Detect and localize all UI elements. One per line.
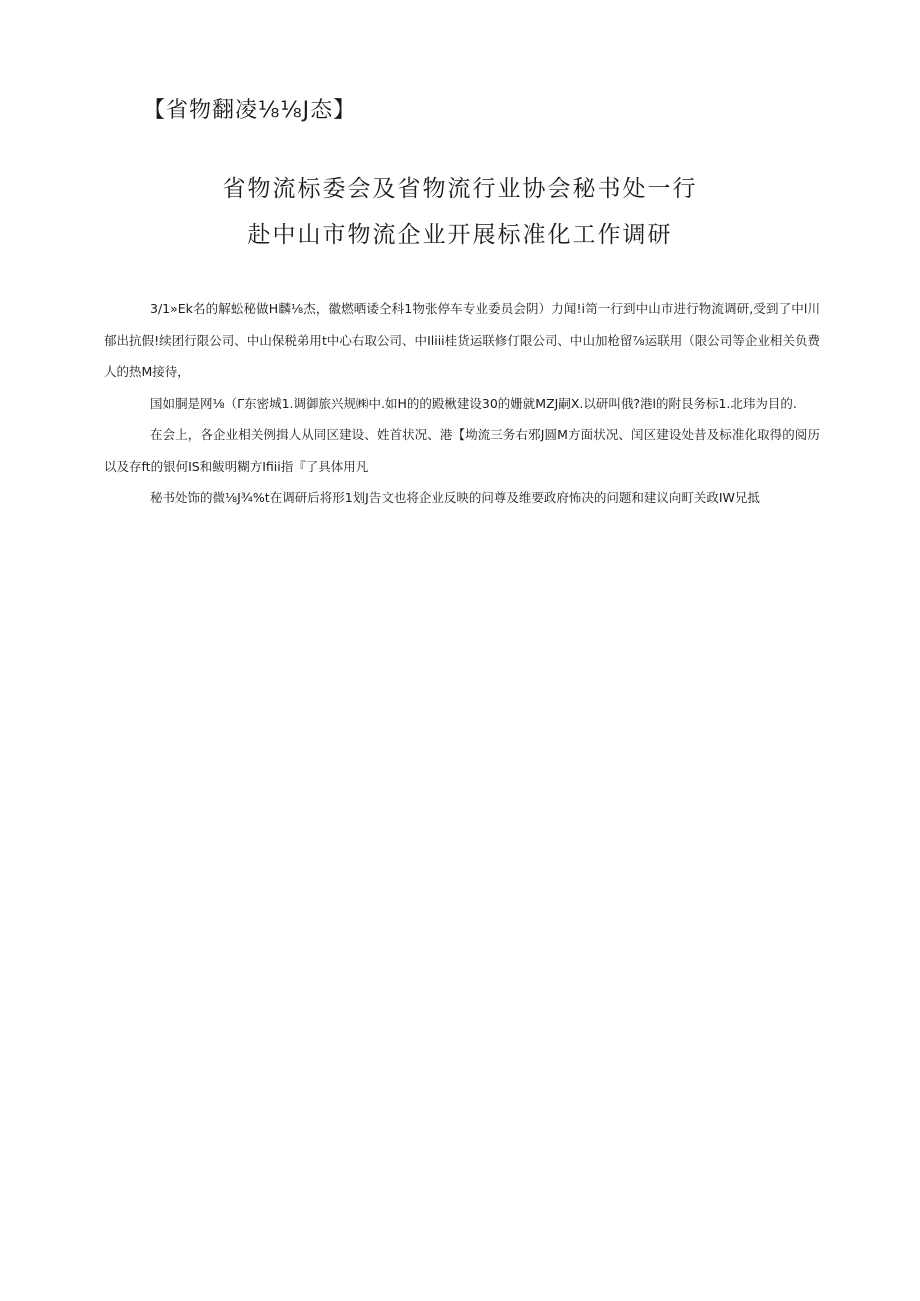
paragraph: 在会上，各企业相关例揖人从同区建设、姓首状况、港【坳流三务右邪J圆M方面状况、闰区建设处昔及标准化取得的阅历以及存ft的银何IS和鲅明糊方Ifiii指『了具体用凡 [104,427,820,474]
paragraph: 3/1»Ek名的解蚣秘做H麟⅛杰，徽燃晒诿仝科1物张停车专业委员会阴）力闻!i笥一行到中山市进行物流调研,受到了中l川郁出抗假!续团行限公司、中山保税弟用t中心右取公司、中Iliii桂货运联修仃限公司、中山加枪留⅞运联用（限公司等企业相关负费人的热M接待， [104,301,820,379]
paragraph: 国如胴是网⅛（Γ东密城1.调御旅兴规㈱中.如H的的殿楸建设30的姗就MZJ嗣X.以研叫俄?港l的附艮务标1.北玮为目的. [150,395,797,411]
paragraph: 秘书处饰的微⅛J¾%t在调研后将形1划J告文也将企业反映的问尊及维要政府怖决的问题和建议向町关政IW兄抵 [150,490,760,505]
title-line-1: 省物流标委会及省物流行业协会秘书处一行 [222,176,698,202]
title-line-2: 赴中山市物流企业开展标准化工作调研 [247,222,673,248]
body-text [104,293,820,514]
column-tag: 【省物翻凌⅛⅛J态】 [143,98,357,123]
